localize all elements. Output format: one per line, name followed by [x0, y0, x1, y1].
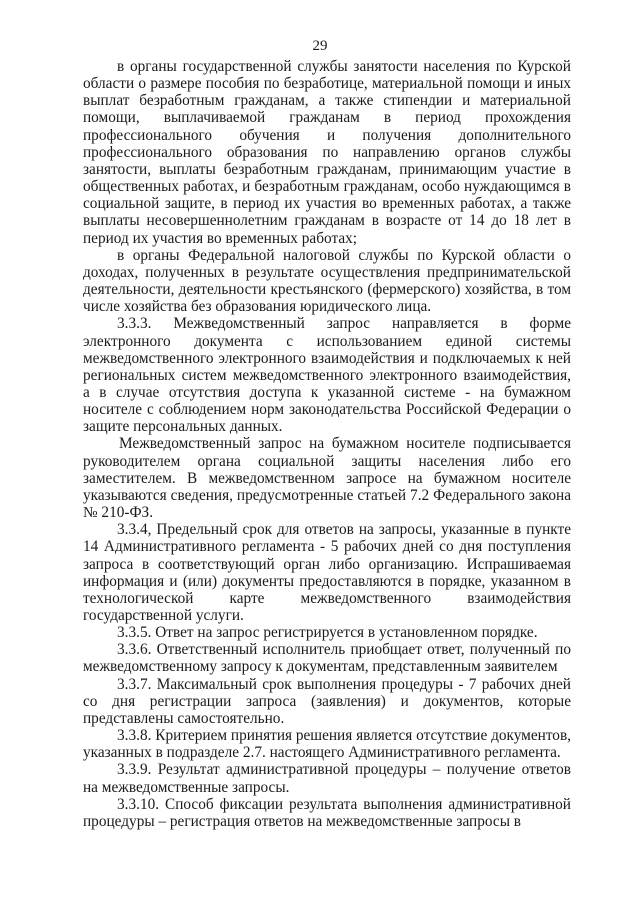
paragraph: 3.3.10. Способ фиксации результата выполнения административной процедуры – регистрация ответов на межведомственные запросы в [83, 795, 571, 830]
paragraph: 3.3.5. Ответ на запрос регистрируется в установленном порядке. [117, 624, 538, 642]
document-body [83, 58, 571, 830]
paragraph: в органы Федеральной налоговой службы по Курской области о доходах, полученных в результате осуществления предпринимательской деятельности, деятельности крестьянского (фермерского) хозяйства, в том числе хозяйства без образования юридического лица. [83, 246, 571, 316]
paragraph: Межведомственный запрос на бумажном носителе подписывается руководителем органа социальной защиты населения либо его заместителем. В межведомственном запросе на бумажном носителе указываются сведения, предусмотренные статьей 7.2 Федерального закона № 210-ФЗ. [83, 435, 571, 522]
paragraph: 3.3.7. Максимальный срок выполнения процедуры - 7 рабочих дней со дня регистрации запроса (заявления) и документов, которые представлены самостоятельно. [83, 675, 571, 727]
paragraph: 3.3.9. Результат административной процедуры – получение ответов на межведомственные запросы. [83, 761, 571, 796]
paragraph: 3.3.6. Ответственный исполнитель приобщает ответ, полученный по межведомственному запросу к документам, представленным заявителем [83, 641, 571, 676]
paragraph: 3.3.8. Критерием принятия решения является отсутствие документов, указанных в подразделе 2.7. настоящего Административного регламента. [83, 727, 571, 762]
page-number: 29 [312, 38, 328, 54]
paragraph: в органы государственной службы занятости населения по Курской области о размере пособия по безработице, материальной помощи и иных выплат безработным гражданам, а также стипендии и материальной помощи, выплачиваемой гражданам в период прохождения профессионального обучения и получения дополнительного профессионального образования по направлению органов службы занятости, выплаты безработным гражданам, принимающим участие в общественных работах, и безработным гражданам, особо нуждающимся в социальной защите, в период их участия во временных работах, а также выплаты несовершеннолетним гражданам в возрасте от 14 до 18 лет в период их участия во временных работах; [83, 58, 571, 247]
paragraph: 3.3.3. Межведомственный запрос направляется в форме электронного документа с использованием единой системы межведомственного электронного взаимодействия и подключаемых к ней региональных систем межведомственного электронного взаимодействия, а в случае отсутствия доступа к указанной системе - на бумажном носителе с соблюдением норм законодательства Российской Федерации о защите персональных данных. [83, 315, 571, 436]
paragraph: 3.3.4, Предельный срок для ответов на запросы, указанные в пункте 14 Административного регламента - 5 рабочих дней со дня поступления запроса в соответствующий орган либо организацию. Испрашиваемая информация и (или) документы предоставляются в порядке, указанном в технологической карте межведомственного взаимодействия государственной услуги. [83, 521, 571, 624]
